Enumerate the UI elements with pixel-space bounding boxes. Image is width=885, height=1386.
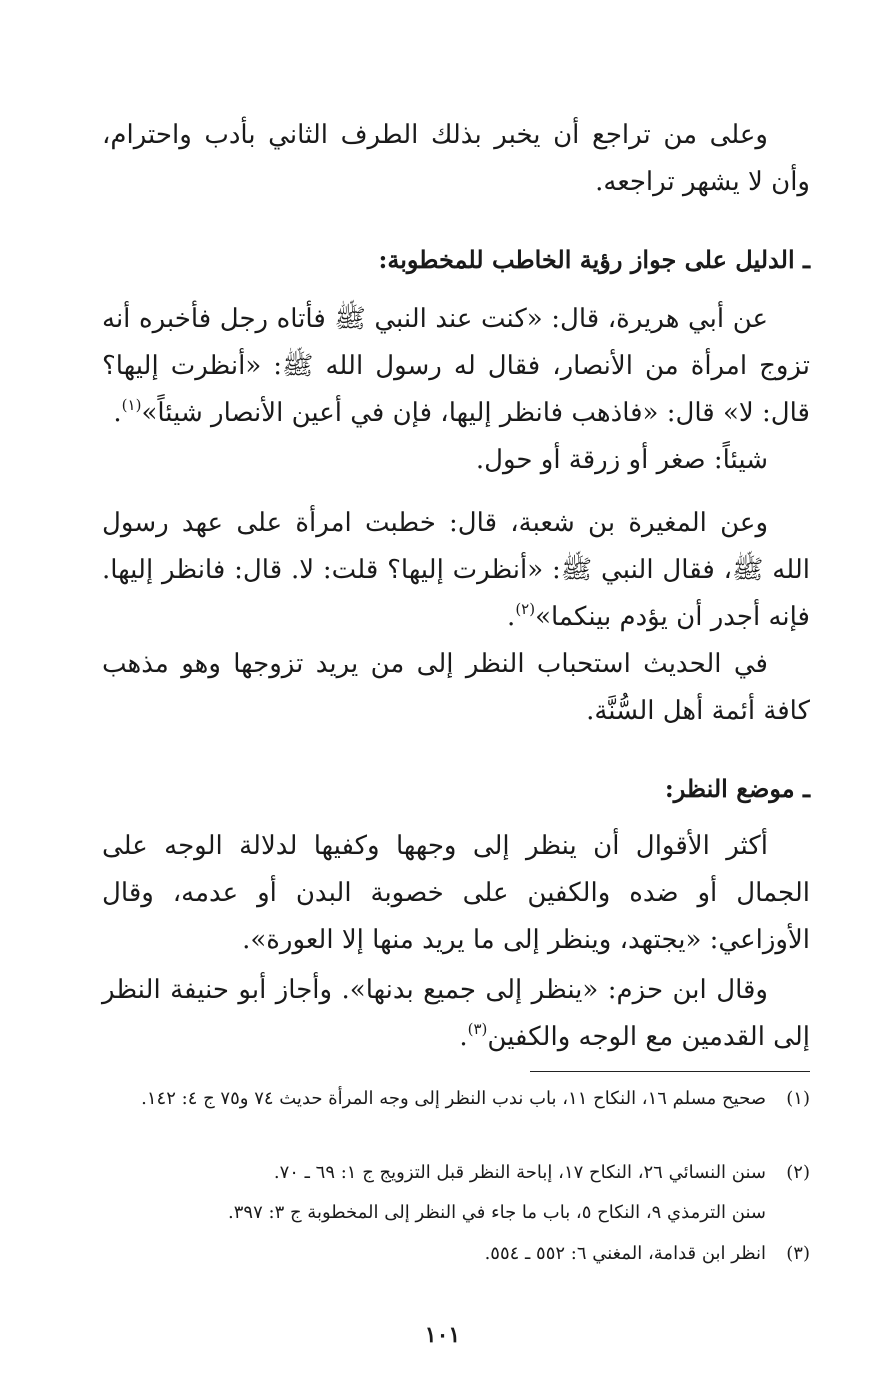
paragraph-text: عن أبي هريرة، قال: «كنت عند النبي ﷺ فأتاه رجل فأخبره أنه تزوج امرأة من الأنصار، فقال له رسول الله ﷺ: «أنظرت إليها؟ قال: لا» قال: «فاذهب فانظر إليها، فإن في أعين الأنصار شيئاً» (102, 304, 810, 428)
footnote-ref: (١) (121, 396, 142, 414)
paragraph-text: وعن المغيرة بن شعبة، قال: خطبت امرأة على عهد رسول الله ﷺ، فقال النبي ﷺ: «أنظرت إليها؟ قلت: لا. قال: فانظر إليها. فإنه أجدر أن يؤدم بينكما» (102, 508, 810, 632)
footnote-divider (530, 1071, 810, 1072)
paragraph-mughira: وعن المغيرة بن شعبة، قال: خطبت امرأة على عهد رسول الله ﷺ، فقال النبي ﷺ: «أنظرت إليها؟ قلت: لا. قال: فانظر إليها. فإنه أجدر أن يؤدم بينكما»$^{(٢)}$. (102, 508, 810, 632)
footnote-ref: (٣) (467, 1020, 488, 1038)
footnote-2 (102, 1157, 810, 1189)
footnote-2-continuation (102, 1197, 810, 1229)
page-number: ١٠١ (424, 1322, 461, 1348)
footnote-ref: (٢) (515, 600, 536, 618)
paragraph-gloss (102, 437, 810, 484)
footnote-1 (102, 1083, 810, 1115)
footnote-text: انظر ابن قدامة، المغني ٦: ٥٥٢ ـ ٥٥٤. (484, 1243, 766, 1264)
paragraph-text: وقال ابن حزم: «ينظر إلى جميع بدنها». وأجاز أبو حنيفة النظر إلى القدمين مع الوجه والكفين (102, 975, 810, 1052)
footnote-number: (٢) (786, 1162, 810, 1183)
footnote-text: سنن النسائي ٢٦، النكاح ١٧، إباحة النظر قبل التزويج ج ١: ٦٩ ـ ٧٠. (273, 1162, 766, 1183)
paragraph-abu-hurayra: عن أبي هريرة، قال: «كنت عند النبي ﷺ فأتاه رجل فأخبره أنه تزوج امرأة من الأنصار، فقال له رسول الله ﷺ: «أنظرت إليها؟ قال: لا» قال: «فاذهب فانظر إليها، فإن في أعين الأنصار شيئاً»$^{(١)}$. (102, 304, 810, 428)
paragraph-ruling (102, 641, 810, 735)
paragraph-text: شيئاً: صغر أو زرقة أو حول. (475, 445, 768, 475)
paragraph-ibn-hazm: وقال ابن حزم: «ينظر إلى جميع بدنها». وأجاز أبو حنيفة النظر إلى القدمين مع الوجه والكفين$^{(٣)}$. (102, 975, 810, 1052)
paragraph-text: وعلى من تراجع أن يخبر بذلك الطرف الثاني بأدب واحترام، وأن لا يشهر تراجعه. (102, 120, 810, 197)
paragraph-opinions (102, 823, 810, 964)
footnote-3 (102, 1238, 810, 1270)
footnote-number: (١) (786, 1088, 810, 1109)
section-heading-evidence: ـ الدليل على جواز رؤية الخاطب للمخطوبة: (378, 245, 810, 274)
footnote-text: سنن الترمذي ٩، النكاح ٥، باب ما جاء في النظر إلى المخطوبة ج ٣: ٣٩٧. (228, 1202, 766, 1223)
footnote-number: (٣) (786, 1243, 810, 1264)
footnote-text: صحيح مسلم ١٦، النكاح ١١، باب ندب النظر إلى وجه المرأة حديث ٧٤ و٧٥ ج ٤: ١٤٢. (141, 1088, 766, 1109)
paragraph-text: في الحديث استحباب النظر إلى من يريد تزوجها وهو مذهب كافة أئمة أهل السُّنَّة. (102, 649, 810, 726)
paragraph-retraction (102, 112, 810, 206)
paragraph-text: أكثر الأقوال أن ينظر إلى وجهها وكفيها لدلالة الوجه على الجمال أو ضده والكفين على خصوبة البدن أو عدمه، وقال الأوزاعي: «يجتهد، وينظر إلى ما يريد منها إلا العورة». (102, 831, 810, 955)
section-heading-place: ـ موضع النظر: (664, 774, 810, 803)
